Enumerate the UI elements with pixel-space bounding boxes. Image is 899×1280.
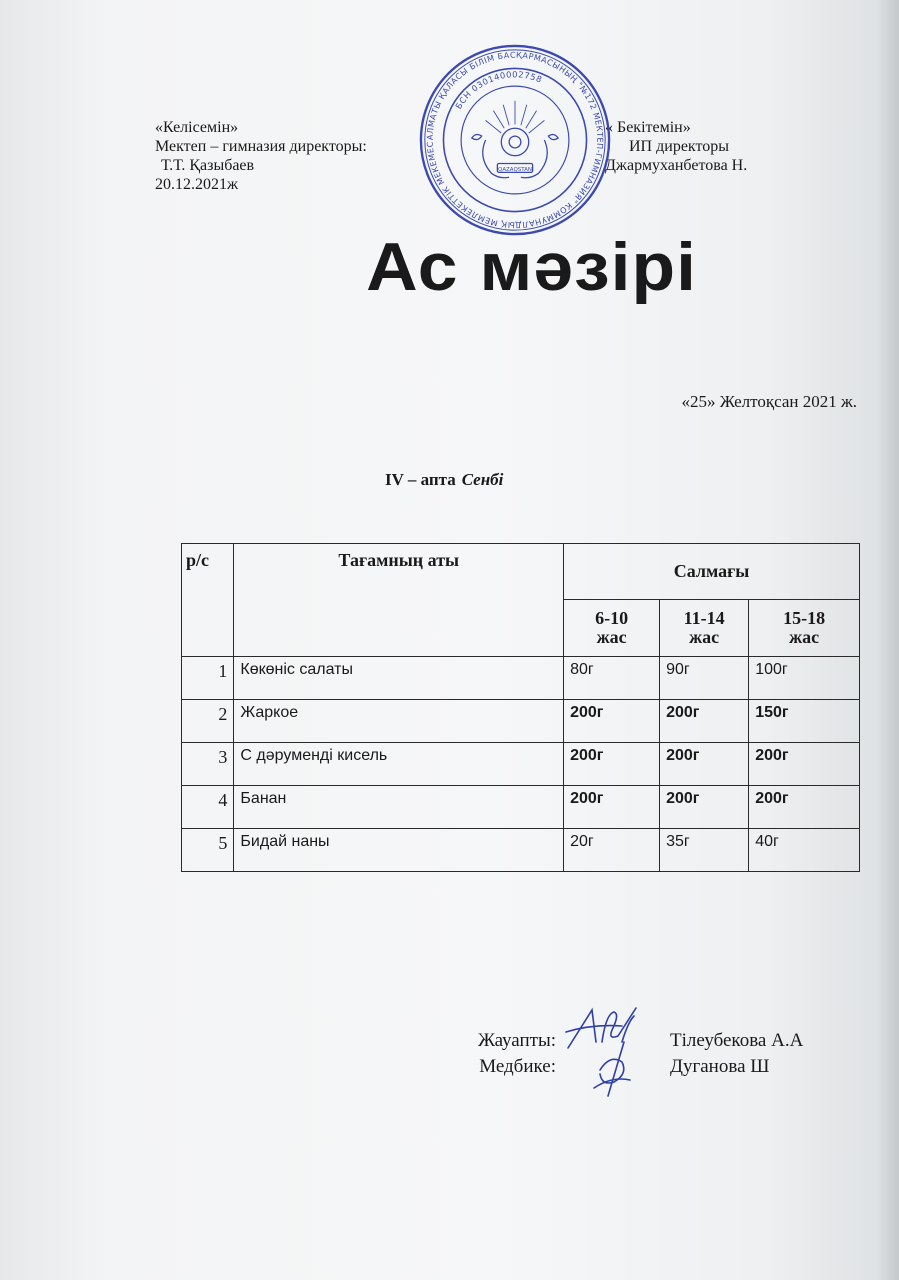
table-row [182, 786, 860, 829]
nurse-name: Дуганова Ш [670, 1056, 770, 1077]
weight-cell: 200г [749, 743, 860, 786]
age-unit: жас [789, 627, 820, 647]
header-age-group [749, 600, 860, 657]
weight-cell: 100г [749, 657, 860, 700]
dish-name: Жаркое [234, 700, 564, 743]
dish-name: Көкөніс салаты [234, 657, 564, 700]
page-title [0, 228, 899, 306]
week-day: Сенбі [461, 470, 504, 489]
weight-cell: 40г [749, 829, 860, 872]
menu-table [181, 543, 860, 872]
table-row [182, 657, 860, 700]
seal-inner-text: БСН 030140002758 [453, 69, 544, 111]
approve-left-line3: Т.Т. Қазыбаев [161, 157, 255, 174]
menu-date: «25» Желтоқсан 2021 ж. [681, 392, 857, 411]
signature-names [670, 1028, 803, 1080]
dish-name: Бидай наны [234, 829, 564, 872]
week-label: IV – апта [385, 470, 456, 489]
official-seal-stamp [417, 42, 613, 238]
nurse-label: Медбике: [479, 1056, 556, 1077]
weight-cell: 20г [564, 829, 660, 872]
header-number: р/с [182, 544, 234, 657]
weight-cell: 200г [660, 743, 749, 786]
weight-cell: 200г [564, 700, 660, 743]
header-weight: Салмағы [564, 544, 860, 600]
approval-block-right [605, 118, 747, 175]
age-range: 15-18 [783, 608, 826, 628]
weight-cell: 80г [564, 657, 660, 700]
approve-right-line3: Джармуханбетова Н. [605, 157, 748, 174]
approve-left-line2: Мектеп – гимназия директоры: [155, 138, 367, 155]
weight-cell: 35г [660, 829, 749, 872]
header-dish-name: Тағамның аты [234, 544, 564, 657]
table-row [182, 700, 860, 743]
seal-outer-text: АЛМАТЫ ҚАЛАСЫ БІЛІМ БАСҚАРМАСЫНЫҢ "№172 МЕКТЕП-ГИМНАЗИЯ" КОММУНАЛДЫҚ МЕМЛЕКЕТТІК МЕКЕМЕС [425, 50, 605, 230]
approve-left-line1: «Келісемін» [155, 119, 239, 136]
week-day-line [385, 470, 503, 490]
responsible-name: Тілеубекова А.А [670, 1030, 804, 1051]
header-age-group [564, 600, 660, 657]
dish-name: Банан [234, 786, 564, 829]
weight-cell: 90г [660, 657, 749, 700]
weight-cell: 150г [749, 700, 860, 743]
weight-cell: 200г [564, 786, 660, 829]
page-title-text: Ас мәзірі [366, 229, 697, 305]
age-range: 11-14 [683, 608, 725, 628]
responsible-label: Жауапты: [478, 1030, 556, 1051]
row-number: 3 [182, 743, 234, 786]
approve-right-line1: « Бекітемін» [605, 119, 691, 136]
header-age-group [660, 600, 749, 657]
seal-emblem-text: QAZAQSTAN [498, 166, 532, 173]
nurse-signature-icon [590, 1040, 636, 1100]
row-number: 5 [182, 829, 234, 872]
weight-cell: 200г [564, 743, 660, 786]
age-unit: жас [596, 627, 627, 647]
table-row [182, 743, 860, 786]
approve-right-line2: ИП директоры [629, 138, 730, 155]
row-number: 1 [182, 657, 234, 700]
row-number: 4 [182, 786, 234, 829]
table-header-row [182, 544, 860, 600]
weight-cell: 200г [749, 786, 860, 829]
approval-block-left [155, 118, 367, 194]
scan-edge-shadow [877, 0, 899, 1280]
dish-name: С дәрумендi кисель [234, 743, 564, 786]
weight-cell: 200г [660, 786, 749, 829]
age-range: 6-10 [595, 608, 629, 628]
row-number: 2 [182, 700, 234, 743]
signature-labels [441, 1028, 556, 1080]
table-row [182, 829, 860, 872]
approve-left-date: 20.12.2021ж [155, 176, 239, 193]
age-unit: жас [689, 627, 720, 647]
weight-cell: 200г [660, 700, 749, 743]
